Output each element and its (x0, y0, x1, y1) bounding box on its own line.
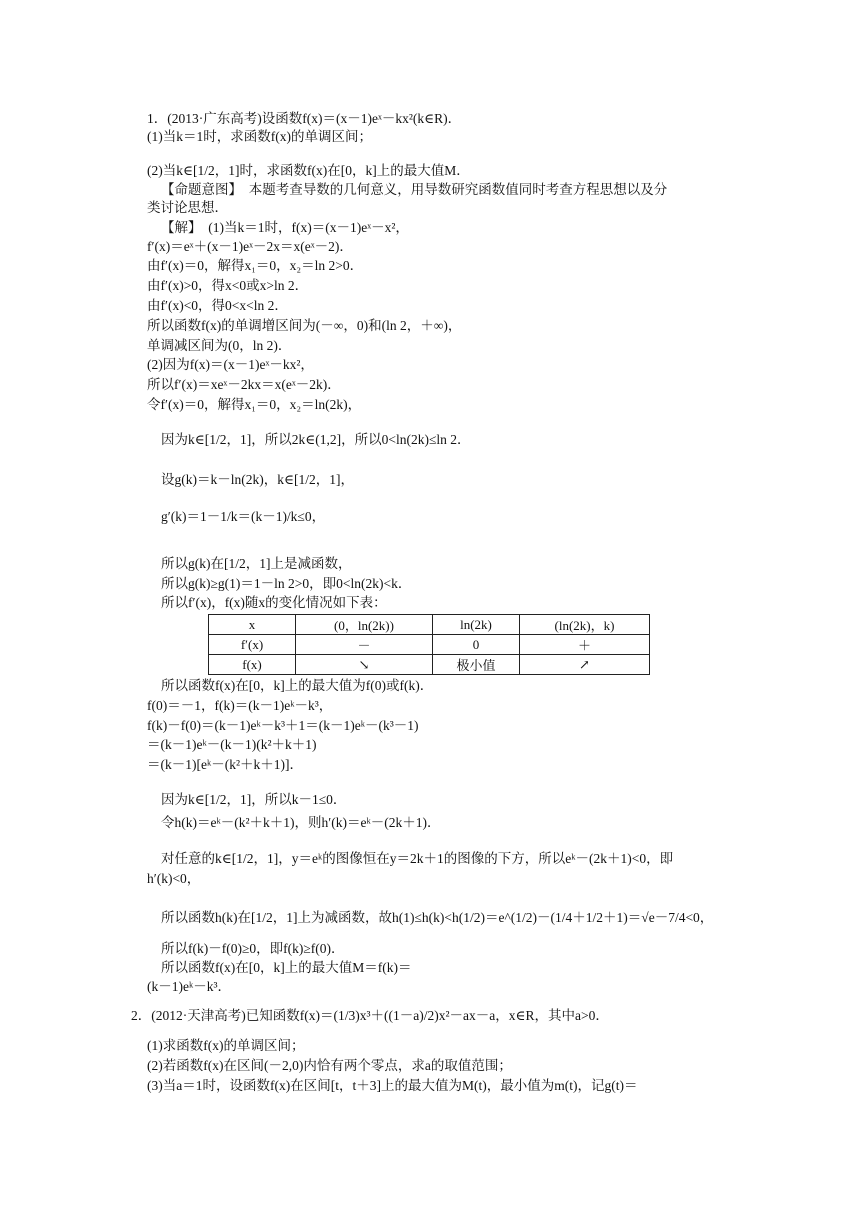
table-cell: f(x) (209, 655, 296, 675)
solution-line-2: f′(x)＝eˣ＋(x－1)eˣ－2x＝x(eˣ－2)． (147, 239, 353, 254)
table-row (209, 635, 650, 655)
solution-line-11: 因为k∈[1/2，1]，所以2k∈(1,2]，所以0<ln(2k)≤ln 2． (161, 432, 471, 447)
table-cell: (0，ln(2k)) (296, 615, 433, 635)
solution-line-29: (k－1)eᵏ－k³． (147, 979, 232, 994)
solution-line-6: 所以函数f(x)的单调增区间为(－∞，0)和(ln 2，＋∞)， (147, 318, 462, 333)
solution-line-19: f(k)－f(0)＝(k－1)eᵏ－k³＋1＝(k－1)eᵏ－(k³－1) (147, 718, 419, 733)
solution-line-5: 由f′(x)<0，得0<x<ln 2． (147, 298, 288, 313)
problem-1-title: 1．(2013·广东高考)设函数f(x)＝(x－1)eˣ－kx²(k∈R)． (147, 111, 462, 126)
solution-line-22: 因为k∈[1/2，1]，所以k－1≤0． (161, 792, 347, 807)
table-cell: ＋ (520, 635, 650, 655)
table-cell: 0 (433, 635, 520, 655)
solution-line-9: 所以f′(x)＝xeˣ－2kx＝x(eˣ－2k)． (147, 377, 341, 392)
table-cell: ↘ (296, 655, 433, 675)
table-cell: ↗ (520, 655, 650, 675)
intent-line-2: 类讨论思想． (147, 200, 228, 215)
solution-line-21: ＝(k－1)[eᵏ－(k²＋k＋1)]． (147, 757, 304, 772)
table-row (209, 655, 650, 675)
solution-line-1: 【解】 (1)当k＝1时，f(x)＝(x－1)eˣ－x²， (161, 220, 409, 235)
table-cell: x (209, 615, 296, 635)
solution-line-8: (2)因为f(x)＝(x－1)eˣ－kx²， (147, 357, 314, 372)
table-row (209, 615, 650, 635)
table-cell: (ln(2k)，k) (520, 615, 650, 635)
problem-2-part-2: (2)若函数f(x)在区间(－2,0)内恰有两个零点，求a的取值范围； (147, 1058, 512, 1073)
variation-table (208, 614, 650, 675)
solution-line-13: g′(k)＝1－1/k＝(k－1)/k≤0， (161, 509, 326, 524)
problem-2-part-3: (3)当a＝1时，设函数f(x)在区间[t，t＋3]上的最大值为M(t)，最小值为m(t)，记g(t)＝ (147, 1078, 638, 1093)
solution-line-10: 令f′(x)＝0，解得x₁＝0，x₂＝ln(2k)， (147, 397, 362, 412)
solution-line-15: 所以g(k)≥g(1)＝1－ln 2>0，即0<ln(2k)<k． (161, 576, 412, 591)
problem-1-part-2: (2)当k∈[1/2，1]时，求函数f(x)在[0，k]上的最大值M． (147, 163, 470, 178)
solution-line-17: 所以函数f(x)在[0，k]上的最大值为f(0)或f(k)． (161, 678, 434, 693)
solution-line-14: 所以g(k)在[1/2，1]上是减函数， (161, 556, 352, 571)
problem-2-part-1: (1)求函数f(x)的单调区间； (147, 1038, 305, 1053)
problem-1-part-1: (1)当k＝1时，求函数f(x)的单调区间； (147, 129, 372, 144)
solution-line-16: 所以f′(x)，f(x)随x的变化情况如下表： (161, 595, 387, 610)
problem-2-title: 2．(2012·天津高考)已知函数f(x)＝(1/3)x³＋((1－a)/2)x²－ax－a，x∈R，其中a>0． (131, 1008, 609, 1023)
solution-line-26: 所以函数h(k)在[1/2，1]上为减函数，故h(1)≤h(k)<h(1/2)＝e^(1/2)－(1/4＋1/2＋1)＝√e－7/4<0， (161, 910, 714, 925)
table-cell: f′(x) (209, 635, 296, 655)
table-cell: － (296, 635, 433, 655)
solution-line-27: 所以f(k)－f(0)≥0，即f(k)≥f(0)． (161, 941, 345, 956)
solution-line-3: 由f′(x)＝0，解得x₁＝0，x₂＝ln 2>0． (147, 258, 364, 273)
solution-line-24: 对任意的k∈[1/2，1]，y＝eᵏ的图像恒在y＝2k＋1的图像的下方，所以eᵏ－(2k＋1)<0，即 (161, 851, 674, 866)
solution-line-12: 设g(k)＝k－ln(2k)，k∈[1/2，1]， (161, 472, 354, 487)
solution-line-25: h′(k)<0， (147, 871, 201, 886)
solution-line-18: f(0)＝－1，f(k)＝(k－1)eᵏ－k³， (147, 698, 333, 713)
solution-line-23: 令h(k)＝eᵏ－(k²＋k＋1)，则h′(k)＝eᵏ－(2k＋1)． (161, 815, 441, 830)
table-cell: ln(2k) (433, 615, 520, 635)
solution-line-7: 单调减区间为(0，ln 2)． (147, 338, 292, 353)
table-cell: 极小值 (433, 655, 520, 675)
solution-line-4: 由f′(x)>0，得x<0或x>ln 2． (147, 278, 309, 293)
solution-line-28: 所以函数f(x)在[0，k]上的最大值M＝f(k)＝ (161, 960, 412, 975)
solution-line-20: ＝(k－1)eᵏ－(k－1)(k²＋k＋1) (147, 737, 317, 752)
intent-line-1: 【命题意图】 本题考查导数的几何意义，用导数研究函数值同时考查方程思想以及分 (161, 182, 668, 197)
